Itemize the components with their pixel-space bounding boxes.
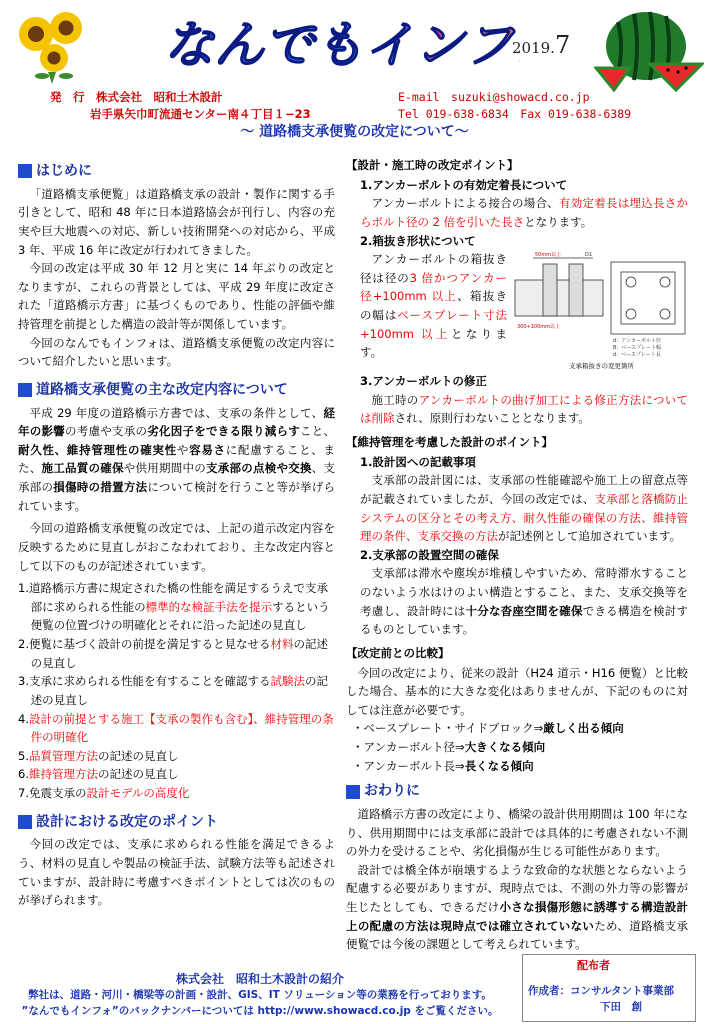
list-item: 4.設計の前提とする施工【支承の製作も含む】、維持管理の条件の明確化 xyxy=(18,711,334,745)
fig-label-4: d：アンカーボルト径 xyxy=(613,338,661,345)
company-intro-title: 株式会社 昭和土木設計の紹介 xyxy=(175,972,344,986)
fig-label-2: D1 xyxy=(585,252,593,259)
issue-subtitle: ～ 道路橋支承便覧の改定について～ xyxy=(240,124,469,140)
point-3-text: 施工時のアンカーボルトの曲げ加工による修正方法については削除され、原則行わないこととなります。 xyxy=(360,392,688,426)
subheading-maintenance: 【維持管理を考慮した設計のポイント】 xyxy=(346,435,553,449)
list-item: 6.維持管理方法の記述の見直し xyxy=(18,767,179,782)
subheading-comparison: 【改定前との比較】 xyxy=(346,645,450,660)
point-2-text: アンカーボルトの箱抜き径は径の3 倍かつアンカー径+100mm 以上、箱抜きの幅はベースプレート寸法+100mm 以上となります。 xyxy=(360,252,508,360)
heading-square-icon xyxy=(18,383,32,397)
fig-label-3: 300+100mm以上 xyxy=(517,324,561,331)
point-2-title: 2.箱抜き形状について xyxy=(360,233,476,248)
heading-square-icon xyxy=(346,785,360,799)
fig-label-1: 50mm以上 xyxy=(535,252,562,259)
contact-info xyxy=(398,89,631,124)
left-column xyxy=(18,155,335,910)
fig-label-6: d：ベースプレート長 xyxy=(613,352,661,359)
author-info xyxy=(528,984,674,1016)
list-item: 5.品質管理方法の記述の見直し xyxy=(18,748,179,763)
list-item: ・アンカーボルト径⇒大きくなる傾向 xyxy=(352,740,546,754)
maintenance-point-1-text: 支承部の設計図には、支承部の性能確認や施工上の留意点等が記載されていましたが、今回の改定では、支承部と落橋防止システムの区分とその考え方、耐久性能の確保の方法、維持管理の条件、支承交換の方法が記述例として追加されています。 xyxy=(360,473,689,544)
list-item: 1.道路橋示方書に規定された橋の性能を満足するうえで支承部に求められる性能の標準的な検証手法を提示するという便覧の位置づけの明確化とそれに沿った記述の見直し xyxy=(18,581,330,633)
change-list xyxy=(18,579,335,803)
company-intro-line-2[interactable]: ”なんでもインフォ”のバックナンバーについては http://www.showacd.co.jp をご覧ください。 xyxy=(21,1004,499,1017)
comparison-text: 今回の改定により、従来の設計（H24 道示・H16 便覧）と比較した場合、基本的に大きな変化はありませんが、下記のものに対しては注意が必要です。 xyxy=(346,665,688,717)
figure-caption: 支承箱抜きの変更箇所 xyxy=(569,362,634,371)
conclusion-paragraph-2: 設計では橋全体が崩壊するような致命的な状態とならないよう配慮する必要がありますが、現時点では、不測の外力等の影響が生じたとしても、できるだけ小さな損傷形態に誘導する構造設計上の配慮の方法は現時点では確立されていないため、道路橋支承便覧では今後の課題として考えられています。 xyxy=(346,862,689,952)
comparison-list xyxy=(346,719,688,775)
section-heading-main-changes: 道路橋支承便覧の主な改定内容について xyxy=(18,379,335,402)
design-paragraph: 今回の改定では、支承に求められる性能を満足できるよう、材料の見直しや製品の検証手法、試験方法等も記述されていますが、設計時に考慮すべきポイントとしては次のものが挙げられます。 xyxy=(18,837,335,908)
list-item: 7.免震支承の設計モデルの高度化 xyxy=(18,786,190,801)
intro-paragraph-1: 「道路橋支承便覧」は道路橋支承の設計・製作に関する手引きとして、昭和 48 年に日本道路協会が刊行し、内容の充実や巨大地震への対応、新しい技術開発への対応から、平成 3 年、平成 16 年に改定が行われてきました。 xyxy=(18,186,335,257)
publisher-label: 発 行 株式会社 昭和土木設計 xyxy=(50,90,223,104)
email[interactable]: E-mail suzuki@showacd.co.jp xyxy=(398,90,590,104)
title-text: なんでもインフ xyxy=(164,16,512,74)
section-heading-design-points: 設計における改定のポイント xyxy=(18,811,335,834)
watermelon-illustration xyxy=(594,4,704,92)
distributor-label: 配布者 xyxy=(577,959,610,972)
main-paragraph-2: 今回の道路橋支承便覧の改定では、上記の道示改定内容を反映するために見直しがおこなわれており、主な改定内容として以下のものが記述されています。 xyxy=(18,521,335,573)
maintenance-point-2-text: 支承部は滞水や塵埃が堆積しやすいため、常時滞水することのないよう水はけのよい構造とすること、また、支承交換等を考慮し、設計時には十分な沓座空間を確保できる構造を検討するものとしています。 xyxy=(360,566,689,637)
point-3-title: 3.アンカーボルトの修正 xyxy=(360,374,487,389)
list-item: ・アンカーボルト長⇒長くなる傾向 xyxy=(352,758,534,773)
intro-paragraph-2: 今回の改定は平成 30 年 12 月と実に 14 年ぶりの改定となりますが、これらの背景としては、平成 29 年度に改定された「道路橋示方書」に基づくものであり、性能の評価や維持管理を前提とした構造の設計等が関係しています。 xyxy=(18,261,335,332)
list-item: 2.便覧に基づく設計の前提を満足すると見なせる材料の記述の見直し xyxy=(18,637,328,670)
main-paragraph-1: 平成 29 年度の道路橋示方書では、支承の条件として、経年の影響の考慮や支承の劣化因子をできる限り減らすこと、耐久性、維持管理性の確実性や容易さに配慮すること、また、施工品質の確保や供用期間中の支承部の点検や交換、支承部の損傷時の措置方法について検討を行うこと等が挙げられています。 xyxy=(18,405,336,513)
point-1-title: 1.アンカーボルトの有効定着長について xyxy=(360,177,568,192)
conclusion-paragraph-1: 道路橋示方書の改定により、橋梁の設計供用期間は 100 年になり、供用期間中には支承部に設計では具体的に考慮されない不測の外力を受けることや、劣化損傷が生じる可能性があります。 xyxy=(346,806,688,859)
company-intro-line-1: 弊社は、道路・河川・橋梁等の計画・設計、GIS、IT ソリューション等の業務を行っております。 xyxy=(28,989,492,1001)
list-item: 3.支承に求められる性能を有することを確認する試験法の記述の見直し xyxy=(18,674,328,707)
section-heading-conclusion: おわりに xyxy=(346,780,688,803)
author-dept: 作成者：コンサルタント事業部 xyxy=(528,985,675,997)
maintenance-point-1-title: 1.設計図への記載事項 xyxy=(360,454,476,469)
sunflower-illustration xyxy=(14,6,92,84)
heading-square-icon xyxy=(18,815,32,829)
intro-paragraph-3: 今回のなんでもインフォは、道路橋支承便覧の改定内容について紹介したいと思います。 xyxy=(18,335,335,369)
subheading-design-construction: 【設計・施工時の改定ポイント】 xyxy=(346,158,519,172)
tel-fax: Tel 019-638-6834 Fax 019-638-6389 xyxy=(398,107,632,122)
list-item: ・ベースプレート・サイドブロック⇒厳しく出る傾向 xyxy=(352,721,624,736)
publisher-info xyxy=(50,89,311,124)
author-name: 下田 創 xyxy=(600,1000,642,1013)
issue-date: 2019.7 xyxy=(512,31,571,59)
company-intro-text xyxy=(0,988,520,1020)
blockout-diagram xyxy=(513,252,688,370)
section-heading-intro: はじめに xyxy=(18,160,335,183)
heading-square-icon xyxy=(18,164,32,178)
point-1-text: アンカーボルトによる接合の場合、有効定着長は埋込長さからボルト径の 2 倍を引いた長さとなります。 xyxy=(360,196,688,229)
publisher-address: 岩手県矢巾町流通センター南４丁目１−23 xyxy=(90,107,311,122)
fig-label-5: B：ベースプレート幅 xyxy=(613,345,661,352)
newsletter-title xyxy=(160,2,520,84)
maintenance-point-2-title: 2.支承部の設置空間の確保 xyxy=(360,547,499,562)
right-column xyxy=(346,155,688,954)
